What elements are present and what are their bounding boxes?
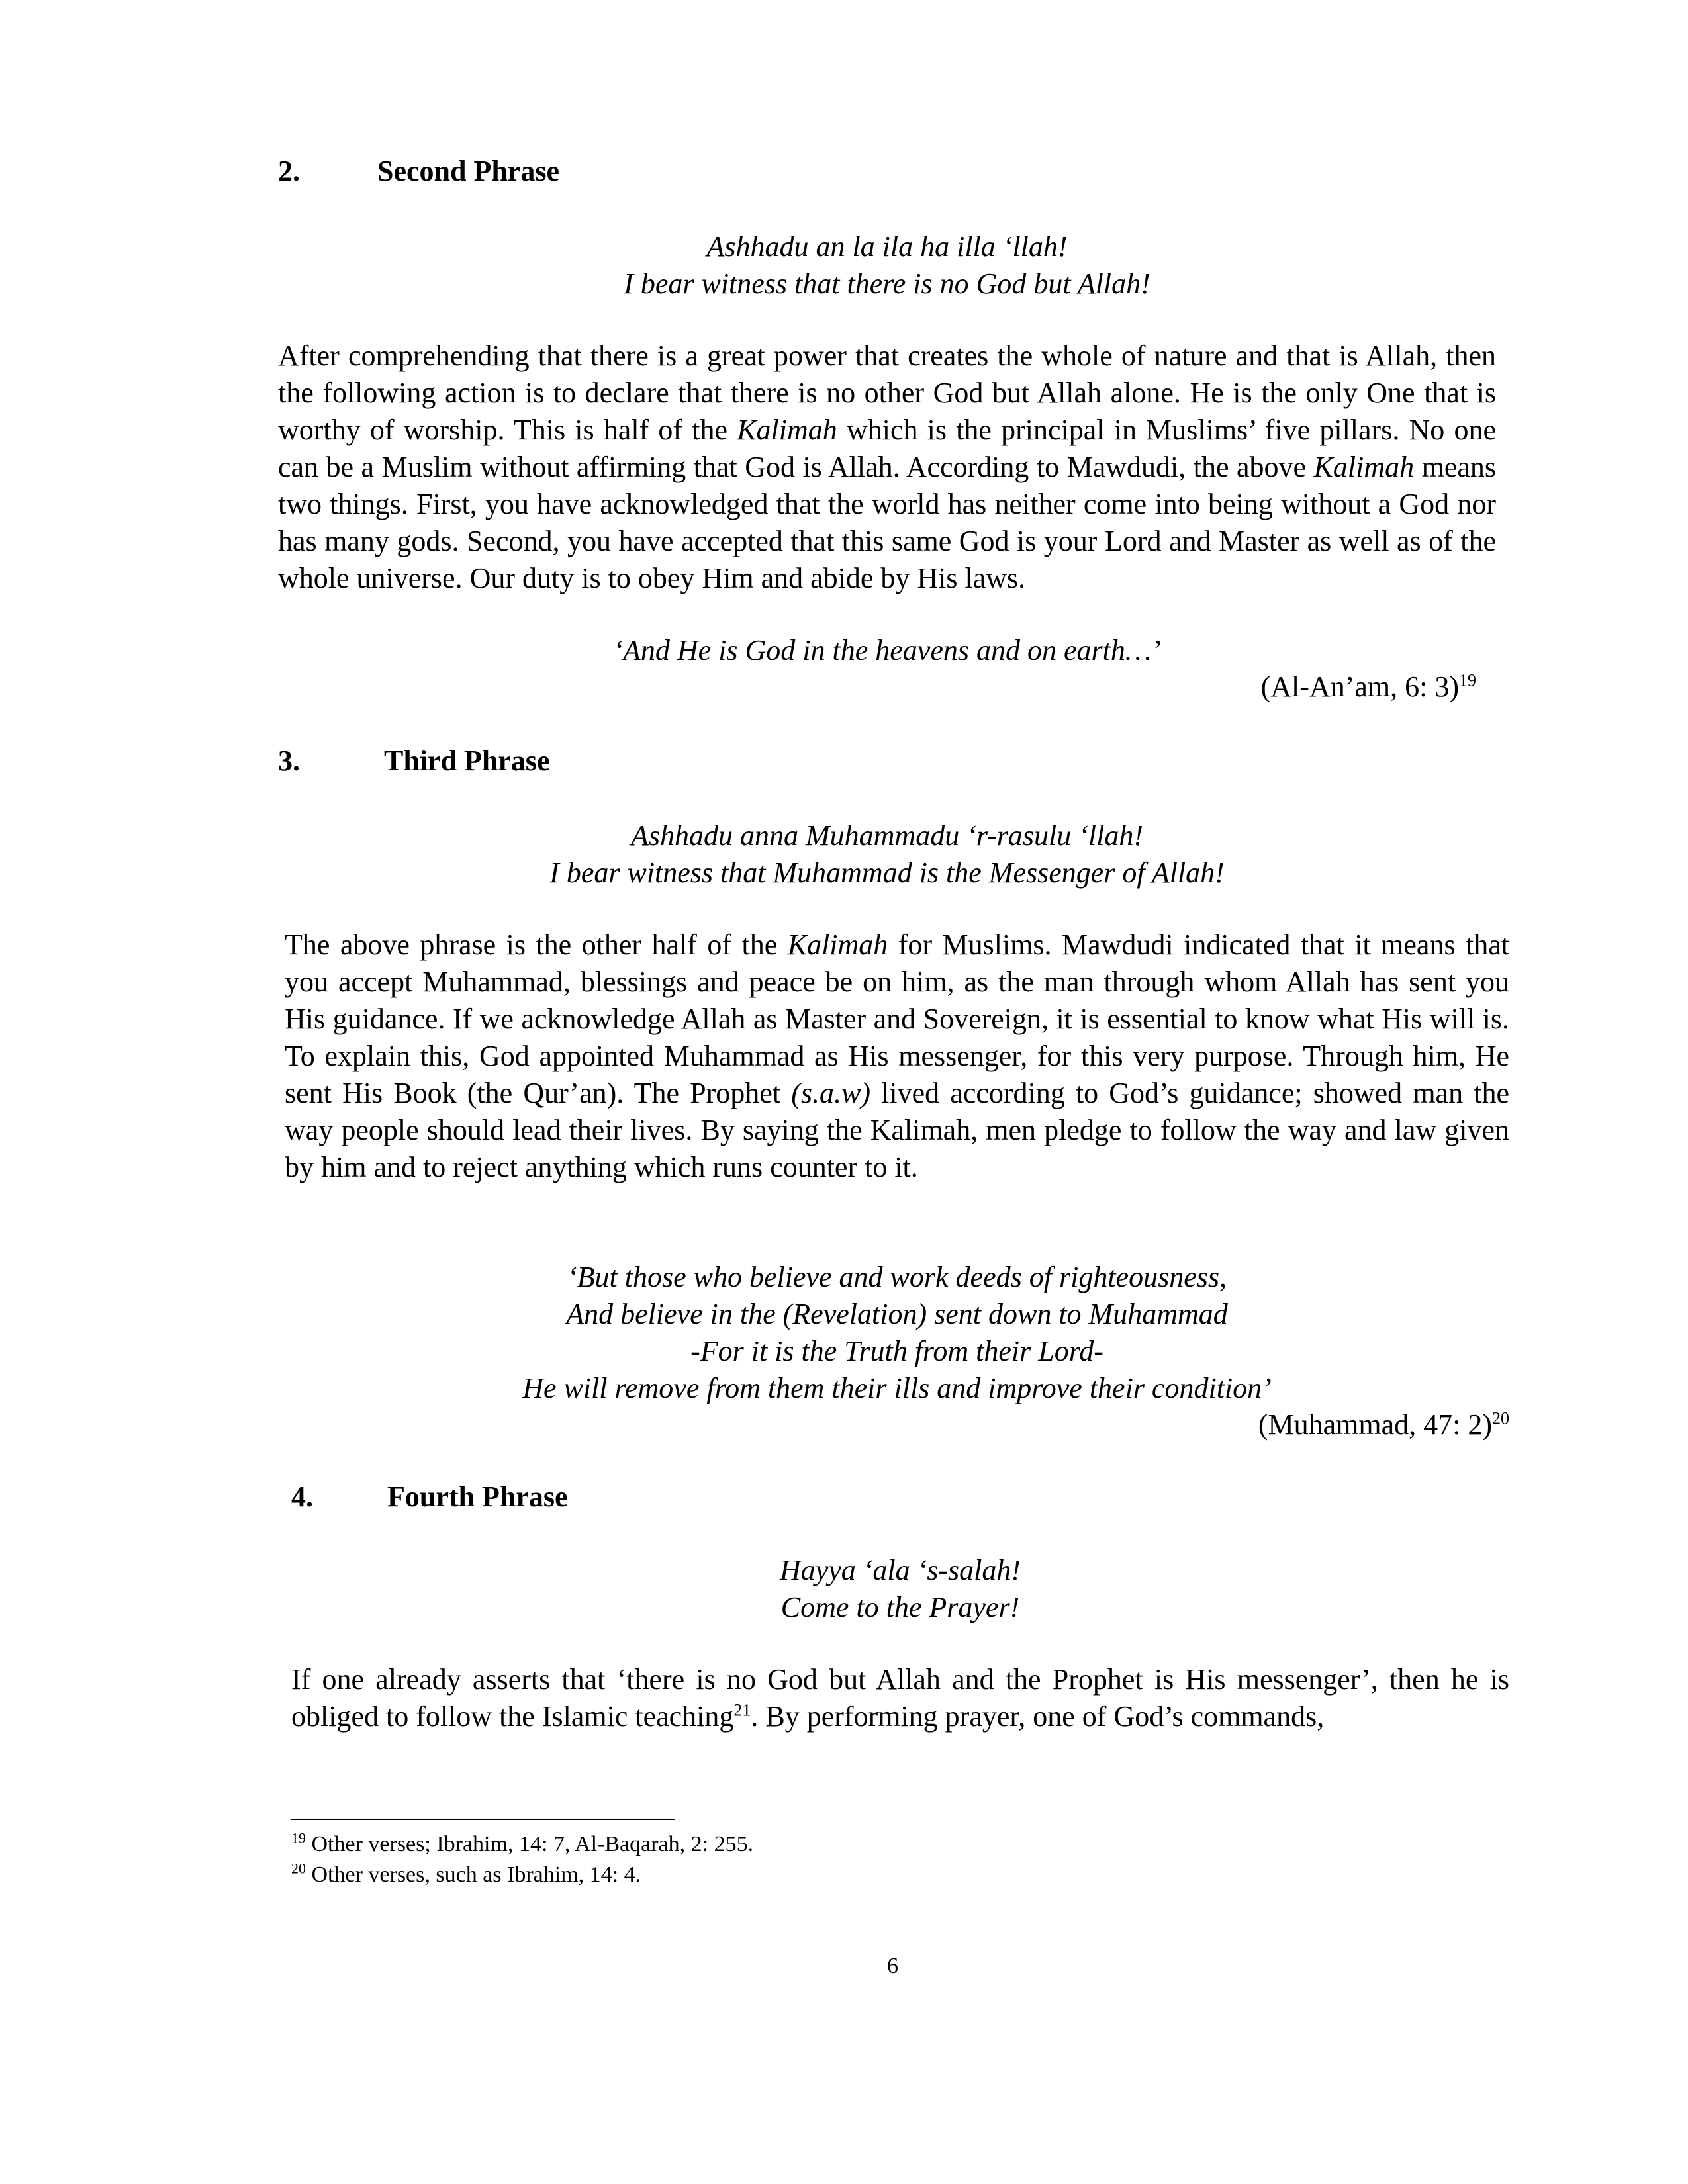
footnote-separator: [291, 1819, 675, 1820]
paragraph-4: If one already asserts that ‘there is no God but Allah and the Prophet is His messenger’, then he is obliged to follow the Islamic teaching$^{21}$. By performing prayer, one of God’s commands,: [291, 1663, 1509, 1733]
translation: I bear witness that Muhammad is the Messenger of Allah!: [549, 856, 1225, 889]
footnote-20: [291, 1860, 641, 1890]
citation-3: (Muhammad, 47: 2)$^{20}$: [1258, 1408, 1509, 1441]
footnote-number: 19: [291, 1829, 306, 1846]
page-number: 6: [887, 1954, 898, 1978]
translation: Come to the Prayer!: [780, 1591, 1020, 1623]
footnote-text: Other verses; Ibrahim, 14: 7, Al-Baqarah, 2: 255.: [306, 1832, 754, 1856]
citation-2: (Al-An’am, 6: 3)$^{19}$: [1260, 670, 1476, 703]
phrase-quote-4: [291, 1552, 1509, 1626]
saw-abbrev: (s.a.w): [791, 1077, 870, 1109]
kalimah-term: Kalimah: [787, 929, 888, 961]
footnote-19: [291, 1829, 753, 1860]
verse-quote-2: ‘And He is God in the heavens and on earth…’: [613, 634, 1161, 666]
kalimah-term: Kalimah: [1313, 451, 1415, 483]
footnote-ref-20: 20: [1492, 1408, 1509, 1428]
footnote-text: Other verses, such as Ibrahim, 14: 4.: [306, 1862, 641, 1887]
section-number: 4.: [291, 1480, 313, 1513]
section-number: 2.: [278, 155, 300, 187]
section-number: 3.: [278, 745, 300, 777]
section-heading-3: [278, 743, 550, 779]
footnote-ref-21: 21: [733, 1700, 751, 1720]
footnote-ref-19: 19: [1459, 670, 1476, 690]
section-title: Third Phrase: [384, 745, 550, 777]
transliteration: Ashhadu an la ila ha illa ‘llah!: [706, 230, 1068, 263]
verse-quote-3: ‘But those who believe and work deeds of righteousness, And believe in the (Revelation) sent down to Muhammad -For it is the Truth from their Lord- He will remove from them their ills and improve their condition’: [522, 1261, 1272, 1404]
section-heading-2: [278, 154, 559, 189]
transliteration: Ashhadu anna Muhammadu ‘r-rasulu ‘llah!: [631, 819, 1143, 852]
footnote-number: 20: [291, 1860, 306, 1877]
phrase-quote-2: [278, 228, 1496, 302]
phrase-quote-3: [278, 817, 1496, 891]
paragraph-3: The above phrase is the other half of the Kalimah for Muslims. Mawdudi indicated that it means that you accept Muhammad, blessings and peace be on him, as the man through whom Allah has sent you His guidance. If we acknowledge Allah as Master and Sovereign, it is essential to know what His will is. To explain this, God appointed Muhammad as His messenger, for this very purpose. Through him, He sent His Book (the Qur’an). The Prophet (s.a.w) lived according to God’s guidance; showed man the way people should lead their lives. By saying the Kalimah, men pledge to follow the way and law given by him and to reject anything which runs counter to it.: [285, 929, 1510, 1183]
section-title: Second Phrase: [377, 155, 559, 187]
transliteration: Hayya ‘ala ‘s-salah!: [779, 1554, 1021, 1586]
paragraph-2: After comprehending that there is a great power that creates the whole of nature and that is Allah, then the following action is to declare that there is no other God but Allah alone. He is the only One that is worthy of worship. This is half of the Kalimah which is the principal in Muslims’ five pillars. No one can be a Muslim without affirming that God is Allah. According to Mawdudi, the above Kalimah means two things. First, you have acknowledged that the world has neither come into being without a God nor has many gods. Second, you have accepted that this same God is your Lord and Master as well as of the whole universe. Our duty is to obey Him and abide by His laws.: [278, 340, 1497, 594]
section-title: Fourth Phrase: [387, 1480, 568, 1513]
kalimah-term: Kalimah: [737, 414, 837, 446]
translation: I bear witness that there is no God but Allah!: [624, 267, 1150, 300]
section-heading-4: [291, 1479, 568, 1515]
